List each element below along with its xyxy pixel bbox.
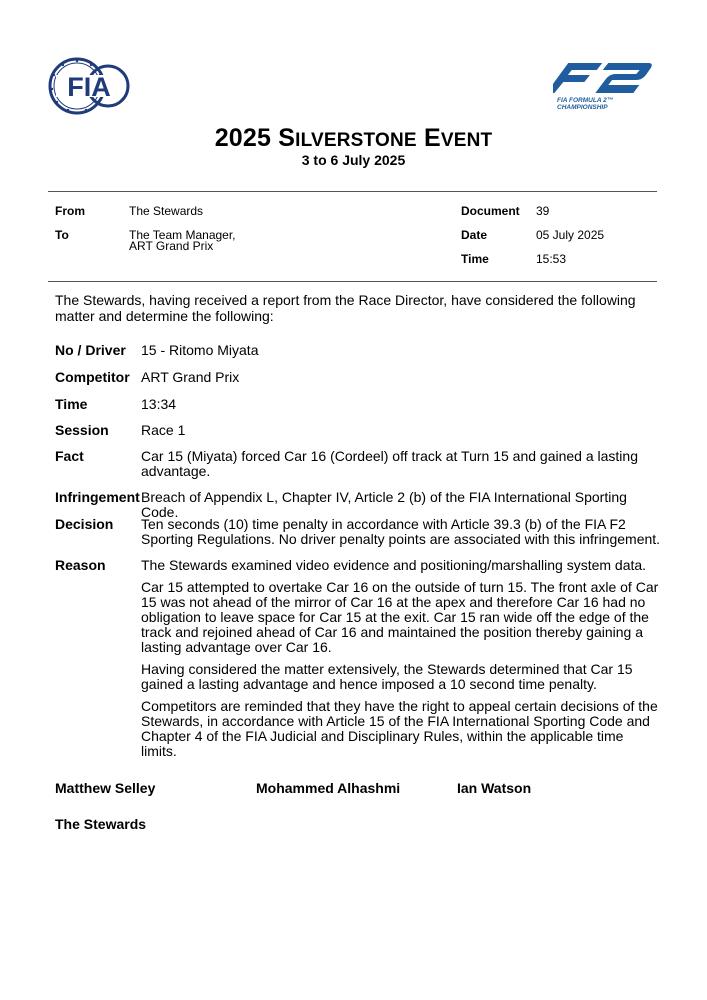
competitor-value: ART Grand Prix <box>141 369 240 385</box>
date-value: 05 July 2025 <box>536 228 605 242</box>
driver-label: No / Driver <box>55 342 126 358</box>
session-label: Session <box>55 422 109 438</box>
event-name-s-rest: ILVERSTONE <box>295 130 417 151</box>
date-label: Date <box>461 228 488 242</box>
steward-signature-1: Matthew Selley <box>55 780 156 796</box>
infringement-time-value: 13:34 <box>141 396 177 412</box>
event-name-e-rest: VENT <box>440 130 493 151</box>
time-value: 15:53 <box>536 252 567 266</box>
fia-logo-text: FIA <box>67 72 111 102</box>
fact-value: Car 15 (Miyata) forced Car 16 (Cordeel) off track at Turn 15 and gained a lasting advantage. <box>141 448 638 479</box>
fact-label: Fact <box>55 448 84 464</box>
intro-text: The Stewards, having received a report from the Race Director, have considered the following matter and determine the following: <box>55 292 636 324</box>
decision-label: Decision <box>55 516 114 532</box>
reason-paragraph: Car 15 attempted to overtake Car 16 on the outside of turn 15. The front axle of Car 15 was not ahead of the mirror of Car 16 at the apex and therefore Car 16 had no obligation to leave space for Car 15 at the exit. Car 15 ran wide off the edge of the track and rejoined ahead of Car 16 and maintained the position thereby gaining a lasting advantage over Car 16. <box>141 579 659 655</box>
competitor-label: Competitor <box>55 369 130 385</box>
time-label: Time <box>461 252 489 266</box>
infringement-value: Breach of Appendix L, Chapter IV, Article 2 (b) of the FIA International Sporting Code. <box>141 489 627 520</box>
from-value: The Stewards <box>129 204 204 218</box>
stewards-role: The Stewards <box>55 816 147 832</box>
reason-label: Reason <box>55 557 106 573</box>
steward-signature-3: Ian Watson <box>457 780 532 796</box>
document-label: Document <box>461 204 520 218</box>
document-value: 39 <box>536 204 550 218</box>
from-label: From <box>55 204 85 218</box>
event-year: 2025 <box>214 124 272 152</box>
f2-caption-line2: CHAMPIONSHIP <box>557 104 608 111</box>
infringement-label: Infringement <box>55 489 140 505</box>
event-name-e-initial: E <box>423 124 441 152</box>
fia-logo <box>48 57 130 115</box>
reason-paragraph: Competitors are reminded that they have the right to appeal certain decisions of the Stewards, in accordance with Article 15 of the FIA International Sporting Code and Chapter 4 of the FIA Judicial and Disciplinary Rules, within the applicable time limits. <box>141 698 658 759</box>
event-title <box>0 124 707 153</box>
to-label: To <box>55 228 69 242</box>
to-value-line2: ART Grand Prix <box>129 239 214 253</box>
f2-championship-logo <box>553 61 656 111</box>
steward-signature-2: Mohammed Alhashmi <box>256 780 401 796</box>
event-dates: 3 to 6 July 2025 <box>301 152 406 168</box>
event-name-s-initial: S <box>278 124 296 152</box>
header-divider-top <box>48 191 657 192</box>
f2-caption-line1: FIA FORMULA 2™ <box>557 97 614 104</box>
header-divider-bottom <box>48 281 657 282</box>
infringement-time-label: Time <box>55 396 88 412</box>
to-value-line1: The Team Manager, <box>129 228 236 242</box>
session-value: Race 1 <box>141 422 186 438</box>
driver-value: 15 - Ritomo Miyata <box>141 342 259 358</box>
reason-paragraph: Having considered the matter extensively, the Stewards determined that Car 15 gained a lasting advantage and hence imposed a 10 second time penalty. <box>141 661 633 692</box>
reason-body <box>141 558 661 766</box>
reason-paragraph: The Stewards examined video evidence and positioning/marshalling system data. <box>141 557 647 573</box>
decision-value: Ten seconds (10) time penalty in accordance with Article 39.3 (b) of the FIA F2 Sporting Regulations. No driver penalty points are associated with this infringement. <box>141 516 661 547</box>
